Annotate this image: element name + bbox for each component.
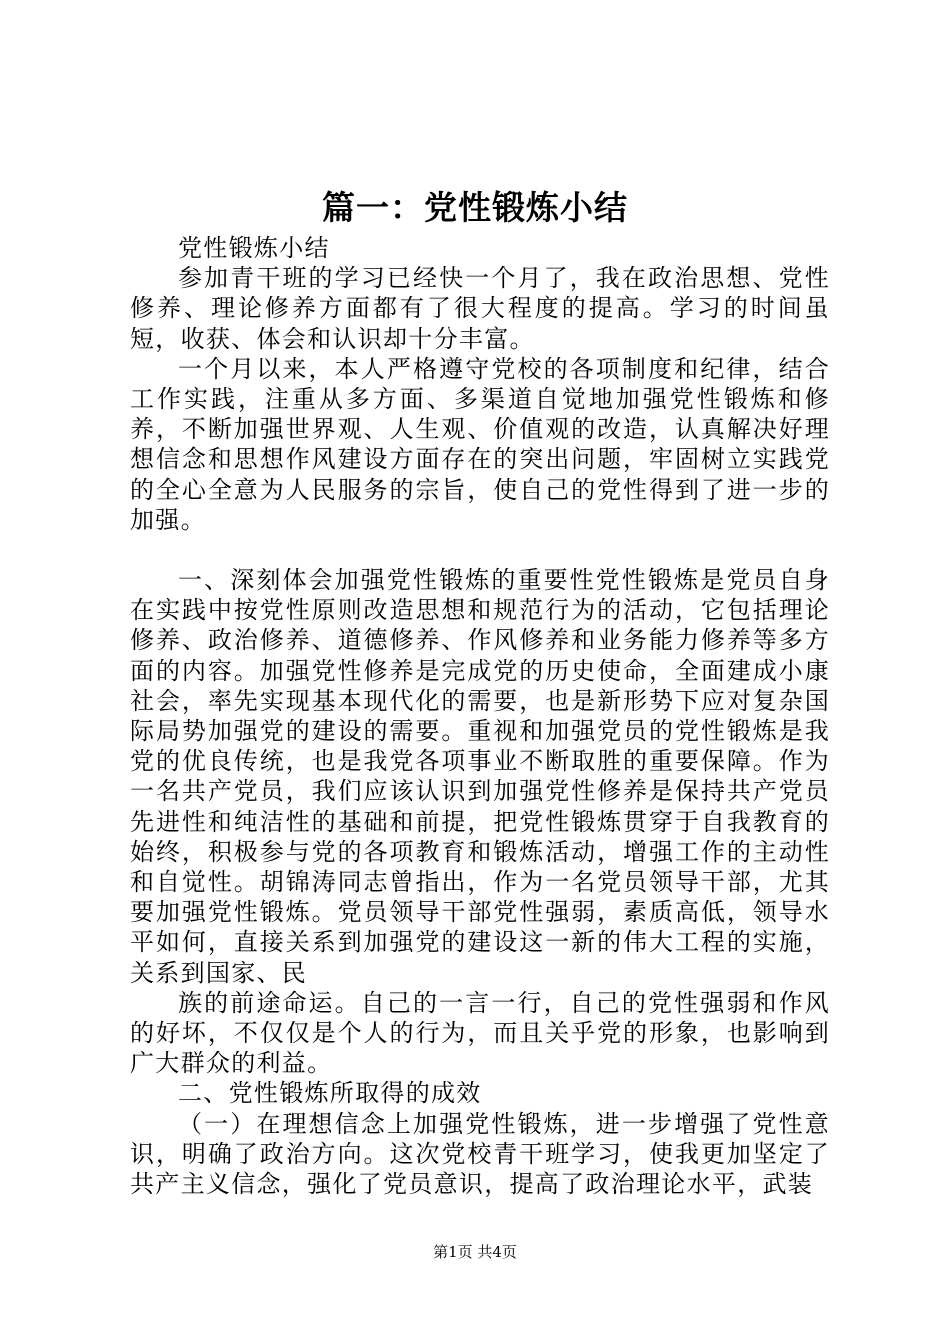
- paragraph-section-two-item-one: （一）在理想信念上加强党性锻炼，进一步增强了党性意识，明确了政治方向。这次党校青干班学习，使我更加坚定了共产主义信念，强化了党员意识，提高了政治理论水平，武装: [130, 1109, 830, 1199]
- paragraph-section-one-continued: 族的前途命运。自己的一言一行，自己的党性强弱和作风的好坏，不仅仅是个人的行为，而且关乎党的形象，也影响到广大群众的利益。: [130, 988, 830, 1078]
- paragraph-intro: 参加青干班的学习已经快一个月了，我在政治思想、党性修养、理论修养方面都有了很大程度的提高。学习的时间虽短，收获、体会和认识却十分丰富。: [130, 264, 830, 353]
- document-body: [130, 233, 830, 1199]
- paragraph-heading: 党性锻炼小结: [178, 234, 330, 262]
- page-number-footer: 第1页 共4页: [433, 1243, 517, 1261]
- paragraph-overview: 一个月以来，本人严格遵守党校的各项制度和纪律，结合工作实践，注重从多方面、多渠道自觉地加强党性锻炼和修养，不断加强世界观、人生观、价值观的改造，认真解决好理想信念和思想作风建设方面存在的突出问题，牢固树立实践党的全心全意为人民服务的宗旨，使自己的党性得到了进一步的加强。: [130, 354, 830, 534]
- document-title: 篇一：党性锻炼小结: [322, 188, 628, 227]
- paragraph-section-one: 一、深刻体会加强党性锻炼的重要性党性锻炼是党员自身在实践中按党性原则改造思想和规范行为的活动，它包括理论修养、政治修养、道德修养、作风修养和业务能力修养等多方面的内容。加强党性修养是完成党的历史使命，全面建成小康社会，率先实现基本现代化的需要，也是新形势下应对复杂国际局势加强党的建设的需要。重视和加强党员的党性锻炼是我党的优良传统，也是我党各项事业不断取胜的重要保障。作为一名共产党员，我们应该认识到加强党性修养是保持共产党员先进性和纯洁性的基础和前提，把党性锻炼贯穿于自我教育的始终，积极参与党的各项教育和锻炼活动，增强工作的主动性和自觉性。胡锦涛同志曾指出，作为一名党员领导干部，尤其要加强党性锻炼。党员领导干部党性强弱，素质高低，领导水平如何，直接关系到加强党的建设这一新的伟大工程的实施，关系到国家、民: [130, 566, 830, 987]
- paragraph-section-two-heading: 二、党性锻炼所取得的成效: [178, 1079, 482, 1108]
